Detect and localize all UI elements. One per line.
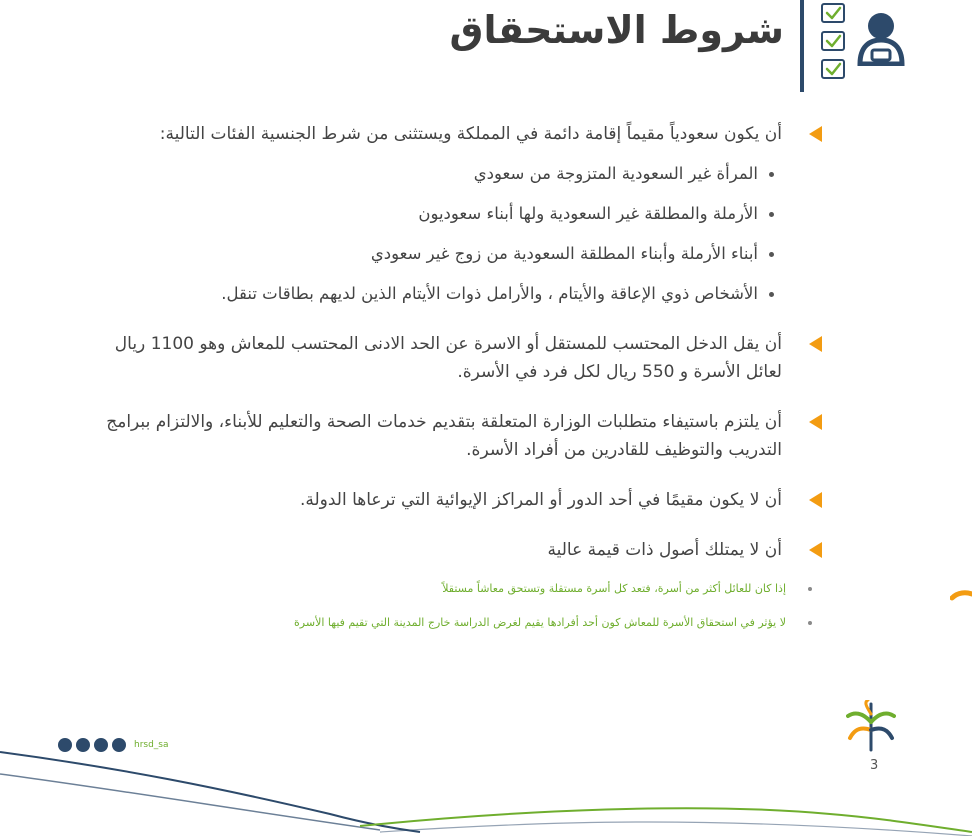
condition-text: أن يلتزم باستيفاء متطلبات الوزارة المتعلقة بتقديم خدمات الصحة والتعليم للأبناء، والالتزام ببرامج التدريب والتوظيف للقادرين من أفراد الأسرة. bbox=[106, 412, 782, 460]
bullet-icon bbox=[769, 212, 774, 217]
title-divider bbox=[800, 0, 804, 92]
note-text: لا يؤثر في استحقاق الأسرة للمعاش كون أحد أفرادها يقيم لغرض الدراسة خارج المدينة التي تقيم فيها الأسرة bbox=[294, 616, 786, 629]
bullet-icon bbox=[769, 252, 774, 257]
list-item bbox=[102, 160, 782, 188]
page-number: 3 bbox=[870, 758, 879, 773]
condition-text: أن يقل الدخل المحتسب للمستقل أو الاسرة عن الحد الادنى المحتسب للمعاش وهو 1100 ريال لعائل الأسرة و 550 ريال لكل فرد في الأسرة. bbox=[114, 334, 782, 382]
social-handle: hrsd_sa bbox=[134, 740, 169, 750]
social-media-links bbox=[58, 737, 169, 753]
condition-item bbox=[102, 120, 822, 308]
orange-arrow-icon bbox=[809, 492, 822, 508]
list-item-text: المرأة غير السعودية المتزوجة من سعودي bbox=[473, 164, 758, 183]
youtube-icon[interactable] bbox=[112, 738, 126, 752]
bullet-icon bbox=[769, 292, 774, 297]
list-item bbox=[102, 200, 782, 228]
list-item-text: أبناء الأرملة وأبناء المطلقة السعودية من زوج غير سعودي bbox=[370, 244, 758, 263]
orange-arrow-icon bbox=[809, 126, 822, 142]
person-icon bbox=[856, 10, 906, 66]
condition-text: أن لا يكون مقيمًا في أحد الدور أو المراكز الإيوائية التي ترعاها الدولة. bbox=[299, 490, 782, 510]
note-item bbox=[102, 612, 822, 634]
condition-text: أن يكون سعودياً مقيماً إقامة دائمة في المملكة ويستثنى من شرط الجنسية الفئات التالية: bbox=[159, 124, 782, 144]
note-item bbox=[102, 578, 822, 600]
list-item bbox=[102, 240, 782, 268]
bullet-icon bbox=[808, 587, 812, 591]
condition-item bbox=[102, 408, 822, 464]
footer-decorative-curves bbox=[0, 740, 972, 836]
condition-item bbox=[102, 536, 822, 564]
list-item bbox=[102, 280, 782, 308]
ministry-logo-icon bbox=[846, 700, 896, 756]
orange-arrow-icon bbox=[809, 336, 822, 352]
note-text: إذا كان للعائل أكثر من أسرة، فتعد كل أسرة مستقلة وتستحق معاشاً مستقلاً bbox=[442, 582, 786, 595]
orange-swoosh-icon bbox=[950, 588, 972, 604]
condition-item bbox=[102, 330, 822, 386]
list-item-text: الأشخاص ذوي الإعاقة والأيتام ، والأرامل ذوات الأيتام الذين لديهم بطاقات تنقل. bbox=[221, 284, 758, 303]
facebook-icon[interactable] bbox=[94, 738, 108, 752]
nationality-exceptions-list bbox=[102, 160, 782, 308]
bullet-icon bbox=[808, 621, 812, 625]
instagram-icon[interactable] bbox=[76, 738, 90, 752]
page-title: شروط الاستحقاق bbox=[449, 8, 784, 52]
orange-arrow-icon bbox=[809, 414, 822, 430]
notes-list bbox=[102, 578, 822, 634]
condition-text: أن لا يمتلك أصول ذات قيمة عالية bbox=[547, 540, 782, 560]
conditions-list bbox=[102, 120, 822, 651]
bullet-icon bbox=[769, 172, 774, 177]
orange-arrow-icon bbox=[809, 542, 822, 558]
list-item-text: الأرملة والمطلقة غير السعودية ولها أبناء سعوديون bbox=[418, 204, 758, 223]
twitter-icon[interactable] bbox=[58, 738, 72, 752]
condition-item bbox=[102, 486, 822, 514]
checklist-icon bbox=[818, 0, 854, 88]
